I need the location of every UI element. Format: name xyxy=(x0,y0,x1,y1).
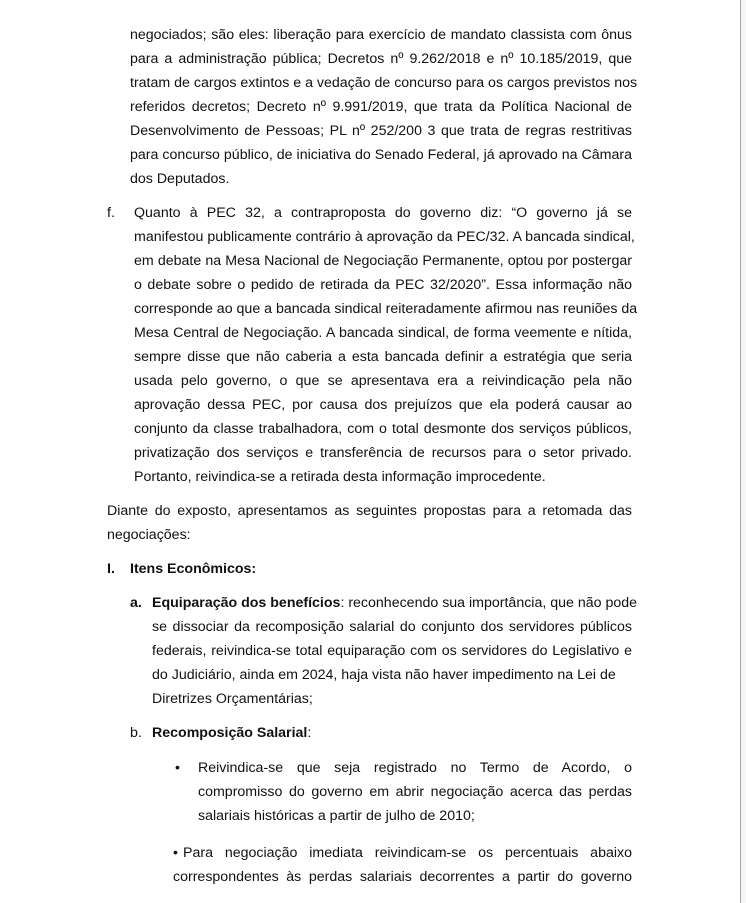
text-line: tratam de cargos extintos e a vedação de concurso para os cargos previstos nos xyxy=(130,75,638,91)
section-marker: I. xyxy=(107,561,115,577)
list-marker: a. xyxy=(130,595,142,611)
text-line: dos Deputados. xyxy=(130,171,230,187)
text-line: correspondentes às perdas salariais decorrentes a partir do governo xyxy=(173,869,632,885)
text-line: negociações: xyxy=(107,527,191,543)
text-line: Mesa Central de Negociação. A bancada sindical, de forma veemente e nítida, xyxy=(134,325,632,341)
item-text: : reconhecendo sua importância, que não pode xyxy=(340,595,638,611)
text-line: negociados; são eles: liberação para exercício de mandato classista com ônus xyxy=(130,27,632,43)
text-line: do Judiciário, ainda em 2024, haja vista não haver impedimento na Lei de xyxy=(152,667,616,683)
text-line: sempre disse que não caberia a esta bancada definir a estratégia que seria xyxy=(134,349,632,365)
item-title: Recomposição Salarial xyxy=(152,725,308,741)
text-line: Para negociação imediata reivindicam-se os percentuais abaixo xyxy=(183,845,632,861)
text-line: Diante do exposto, apresentamos as seguintes propostas para a retomada das xyxy=(107,503,632,519)
text-line: usada pelo governo, o que se apresentava era a reivindicação pela não xyxy=(134,373,632,389)
text-line: manifestou publicamente contrário à aprovação da PEC/32. A bancada sindical, xyxy=(134,229,635,245)
text-line: o debate sobre o pedido de retirada da PEC 32/2020”. Essa informação não xyxy=(134,277,632,293)
text-line xyxy=(152,595,637,611)
text-line: conjunto da classe trabalhadora, com o total desmonte dos serviços públicos, xyxy=(134,421,632,437)
text-line: se dissociar da recomposição salarial do conjunto dos servidores públicos xyxy=(152,619,632,635)
text-line: para concurso público, de iniciativa do Senado Federal, já aprovado na Câmara xyxy=(130,147,632,163)
text-line: Quanto à PEC 32, a contraproposta do governo diz: “O governo já se xyxy=(134,205,632,221)
text-line: Desenvolvimento de Pessoas; PL nº 252/200 3 que trata de regras restritivas xyxy=(130,123,632,139)
bullet-icon: • xyxy=(173,845,178,861)
text-line: corresponde ao que a bancada sindical reiteradamente afirmou nas reuniões da xyxy=(134,301,638,317)
text-line: aprovação dessa PEC, por causa dos prejuízos que ela poderá causar ao xyxy=(134,397,632,413)
text-line: Diretrizes Orçamentárias; xyxy=(152,691,313,707)
text-line: compromisso do governo em abrir negociação acerca das perdas xyxy=(198,784,632,800)
text-line: privatização dos serviços e transferência de recursos para o setor privado. xyxy=(134,445,632,461)
text-line: referidos decretos; Decreto nº 9.991/2019, que trata da Política Nacional de xyxy=(130,99,632,115)
section-title: Itens Econômicos: xyxy=(130,561,257,577)
text-line: federais, reivindica-se total equiparação com os servidores do Legislativo e xyxy=(152,643,632,659)
text-line: em debate na Mesa Nacional de Negociação Permanente, optou por postergar xyxy=(134,253,632,269)
text-line: salariais históricas a partir de julho de 2010; xyxy=(198,808,475,824)
text-line: Portanto, reivindica-se a retirada desta informação improcedente. xyxy=(134,469,546,485)
scrollbar-track[interactable] xyxy=(741,0,746,903)
text-line: Reivindica-se que seja registrado no Termo de Acordo, o xyxy=(198,760,632,776)
bullet-icon: • xyxy=(175,760,180,776)
list-marker: f. xyxy=(107,205,115,221)
text-line xyxy=(152,725,311,741)
item-text: : xyxy=(307,725,312,741)
text-line: para a administração pública; Decretos nº 9.262/2018 e nº 10.185/2019, que xyxy=(130,51,632,67)
item-title: Equiparação dos benefícios xyxy=(152,595,341,611)
list-marker: b. xyxy=(130,725,142,741)
